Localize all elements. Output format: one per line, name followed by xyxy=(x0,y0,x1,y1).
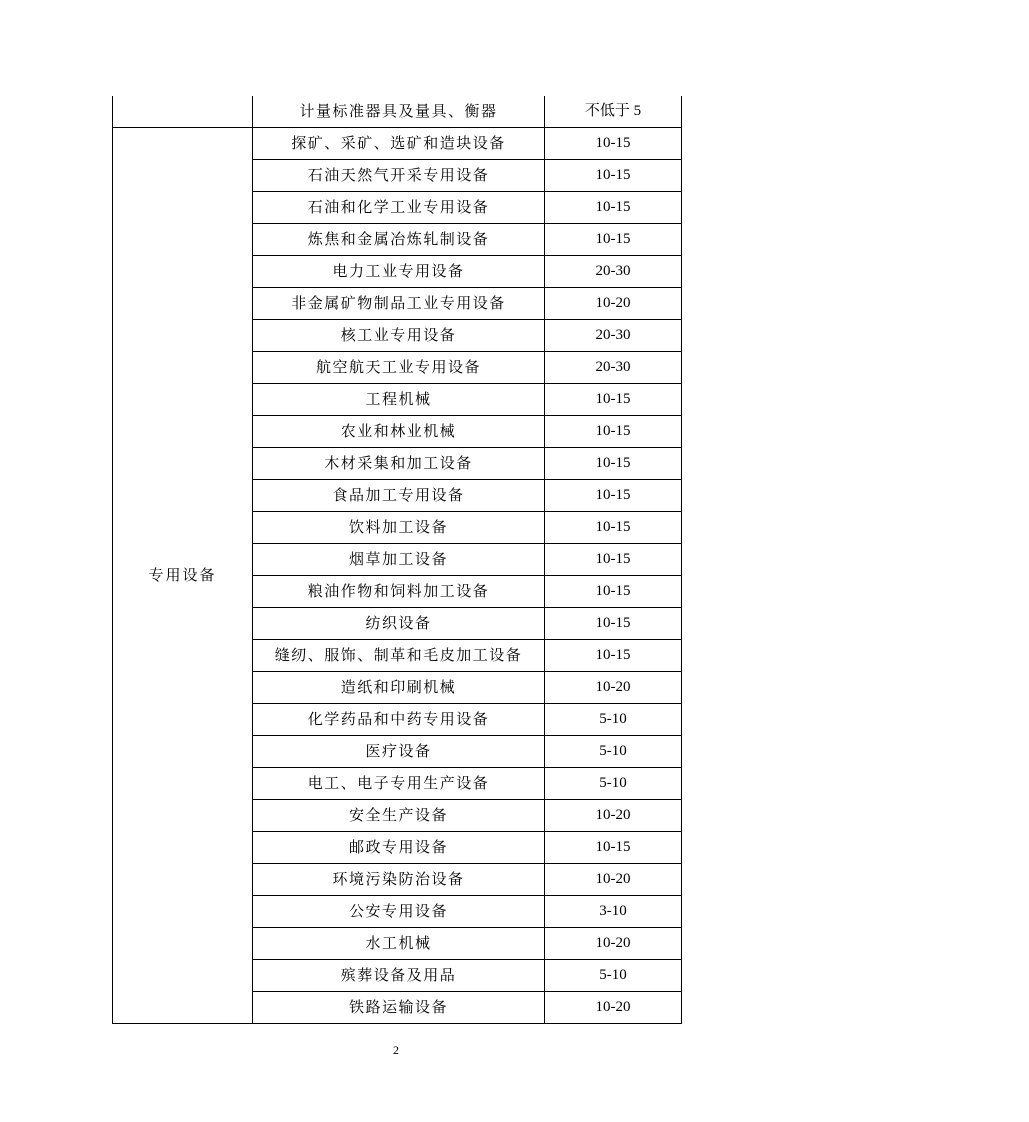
item-cell: 炼焦和金属冶炼轧制设备 xyxy=(253,224,545,256)
years-cell: 10-15 xyxy=(545,160,682,192)
item-cell: 殡葬设备及用品 xyxy=(253,960,545,992)
years-cell: 10-20 xyxy=(545,992,682,1024)
depreciation-table xyxy=(112,96,682,1024)
years-cell: 10-15 xyxy=(545,480,682,512)
item-cell: 核工业专用设备 xyxy=(253,320,545,352)
item-cell: 工程机械 xyxy=(253,384,545,416)
table-body xyxy=(113,96,682,1024)
years-cell: 10-20 xyxy=(545,288,682,320)
years-cell: 20-30 xyxy=(545,320,682,352)
years-cell: 10-15 xyxy=(545,192,682,224)
item-cell: 计量标准器具及量具、衡器 xyxy=(253,96,545,128)
years-cell: 5-10 xyxy=(545,704,682,736)
item-cell: 环境污染防治设备 xyxy=(253,864,545,896)
item-cell: 农业和林业机械 xyxy=(253,416,545,448)
table-row xyxy=(113,96,682,128)
years-cell: 5-10 xyxy=(545,736,682,768)
years-cell: 10-15 xyxy=(545,448,682,480)
years-cell: 10-15 xyxy=(545,608,682,640)
years-cell: 10-15 xyxy=(545,416,682,448)
years-cell: 5-10 xyxy=(545,768,682,800)
item-cell: 造纸和印刷机械 xyxy=(253,672,545,704)
years-cell: 10-20 xyxy=(545,864,682,896)
years-cell: 不低于 5 xyxy=(545,96,682,128)
item-cell: 食品加工专用设备 xyxy=(253,480,545,512)
category-cell: 专用设备 xyxy=(113,128,253,1024)
item-cell: 水工机械 xyxy=(253,928,545,960)
item-cell: 饮料加工设备 xyxy=(253,512,545,544)
years-cell: 20-30 xyxy=(545,256,682,288)
item-cell: 邮政专用设备 xyxy=(253,832,545,864)
item-cell: 非金属矿物制品工业专用设备 xyxy=(253,288,545,320)
years-cell: 20-30 xyxy=(545,352,682,384)
item-cell: 石油和化学工业专用设备 xyxy=(253,192,545,224)
category-cell xyxy=(113,96,253,128)
years-cell: 10-15 xyxy=(545,640,682,672)
item-cell: 医疗设备 xyxy=(253,736,545,768)
item-cell: 安全生产设备 xyxy=(253,800,545,832)
years-cell: 10-20 xyxy=(545,928,682,960)
item-cell: 铁路运输设备 xyxy=(253,992,545,1024)
item-cell: 航空航天工业专用设备 xyxy=(253,352,545,384)
item-cell: 烟草加工设备 xyxy=(253,544,545,576)
item-cell: 木材采集和加工设备 xyxy=(253,448,545,480)
item-cell: 纺织设备 xyxy=(253,608,545,640)
item-cell: 公安专用设备 xyxy=(253,896,545,928)
item-cell: 石油天然气开采专用设备 xyxy=(253,160,545,192)
years-cell: 3-10 xyxy=(545,896,682,928)
item-cell: 缝纫、服饰、制革和毛皮加工设备 xyxy=(253,640,545,672)
page-number: 2 xyxy=(393,1043,399,1057)
item-cell: 粮油作物和饲料加工设备 xyxy=(253,576,545,608)
years-cell: 10-15 xyxy=(545,128,682,160)
item-cell: 探矿、采矿、选矿和造块设备 xyxy=(253,128,545,160)
item-cell: 化学药品和中药专用设备 xyxy=(253,704,545,736)
item-cell: 电工、电子专用生产设备 xyxy=(253,768,545,800)
years-cell: 10-15 xyxy=(545,224,682,256)
years-cell: 5-10 xyxy=(545,960,682,992)
years-cell: 10-15 xyxy=(545,832,682,864)
years-cell: 10-15 xyxy=(545,384,682,416)
table-row xyxy=(113,128,682,160)
years-cell: 10-15 xyxy=(545,512,682,544)
years-cell: 10-15 xyxy=(545,544,682,576)
item-cell: 电力工业专用设备 xyxy=(253,256,545,288)
years-cell: 10-15 xyxy=(545,576,682,608)
years-cell: 10-20 xyxy=(545,800,682,832)
years-cell: 10-20 xyxy=(545,672,682,704)
